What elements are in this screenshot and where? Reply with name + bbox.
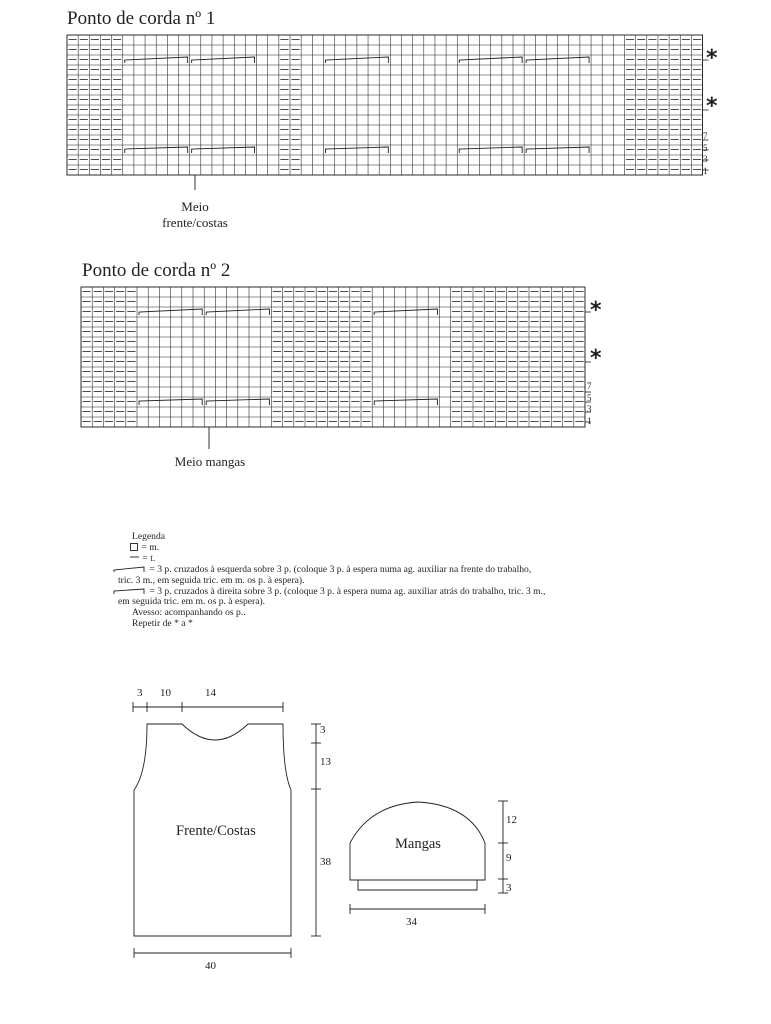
legend-heading: Legenda xyxy=(132,531,166,542)
body-side-measure-38: 38 xyxy=(320,856,331,868)
chart2-center-label: Meio mangas xyxy=(174,454,246,469)
body-side-measure-13: 13 xyxy=(320,756,331,768)
sleeve-side-measure-12: 12 xyxy=(506,814,517,826)
legend-knit-text: = m. xyxy=(141,541,160,553)
sleeve-side-measure-3: 3 xyxy=(506,882,512,894)
chart1-repeat-marker-bottom: * xyxy=(706,94,718,119)
sleeve-side-measure-9: 9 xyxy=(506,852,512,864)
sleeve-width-measure: 34 xyxy=(406,916,417,928)
right-cross-symbol-icon xyxy=(113,587,147,596)
top-measure-3: 3 xyxy=(137,687,143,699)
chart2-grid xyxy=(0,270,771,460)
top-measure-10: 10 xyxy=(160,687,171,699)
chart1-center-label-line2: frente/costas xyxy=(162,215,228,230)
legend-left-cross-text-2: tric. 3 m., em seguida tric. em m. os p. à espera). xyxy=(118,574,305,586)
body-width-measure: 40 xyxy=(205,960,216,972)
chart1-row-number-3: 3 xyxy=(703,154,708,164)
chart2-row-number-5: 5 xyxy=(587,393,592,403)
chart-grid-lines xyxy=(81,287,585,427)
chart2-repeat-marker-top: * xyxy=(590,298,602,323)
body-side-measure-3: 3 xyxy=(320,724,326,736)
chart1-row-number-1: 1 xyxy=(703,166,708,176)
knit-symbol-icon xyxy=(130,543,139,552)
legend-left-cross-row xyxy=(113,565,593,576)
top-measure-14: 14 xyxy=(205,687,216,699)
legend-right-cross-text-1: = 3 p. cruzados à direita sobre 3 p. (coloque 3 p. à espera numa ag. auxiliar atrás do trabalho, tric. 3 m., xyxy=(149,585,546,597)
legend-reverse-text: Avesso: acompanhando os p.. xyxy=(132,607,246,619)
legend-repeat-text: Repetir de * a * xyxy=(132,618,193,630)
chart2-row-number-1: 1 xyxy=(587,416,592,426)
chart2-row-number-7: 7 xyxy=(587,381,592,391)
legend-right-cross-text-2: em seguida tric. em m. os p. à espera). xyxy=(118,596,266,608)
purl-symbol-icon xyxy=(130,554,140,563)
chart-grid-lines xyxy=(67,35,703,175)
purl-marks xyxy=(69,40,702,170)
chart1-grid xyxy=(0,0,771,190)
legend-knit-row xyxy=(113,543,593,554)
left-cross-symbol-icon xyxy=(113,565,147,574)
sleeve-label: Mangas xyxy=(395,836,441,852)
legend xyxy=(113,532,593,630)
chart2-repeat-marker-bottom: * xyxy=(590,346,602,371)
chart2-title: Ponto de corda nº 2 xyxy=(82,260,231,281)
schematic-drawing xyxy=(0,680,771,1020)
chart1-title: Ponto de corda nº 1 xyxy=(67,8,216,29)
chart2-row-number-3: 3 xyxy=(587,404,592,414)
chart1-repeat-marker-top: * xyxy=(706,46,718,71)
chart1-center-label-line1: Meio xyxy=(181,199,209,214)
chart1-row-number-5: 5 xyxy=(703,143,708,153)
body-label: Frente/Costas xyxy=(176,823,256,839)
chart1-center-label xyxy=(150,199,240,231)
chart1-row-number-7: 7 xyxy=(703,131,708,141)
legend-purl-text: = t. xyxy=(142,552,156,564)
legend-left-cross-text-1: = 3 p. cruzados à esquerda sobre 3 p. (coloque 3 p. à espera numa ag. auxiliar na frente do trabalho, xyxy=(149,563,532,575)
